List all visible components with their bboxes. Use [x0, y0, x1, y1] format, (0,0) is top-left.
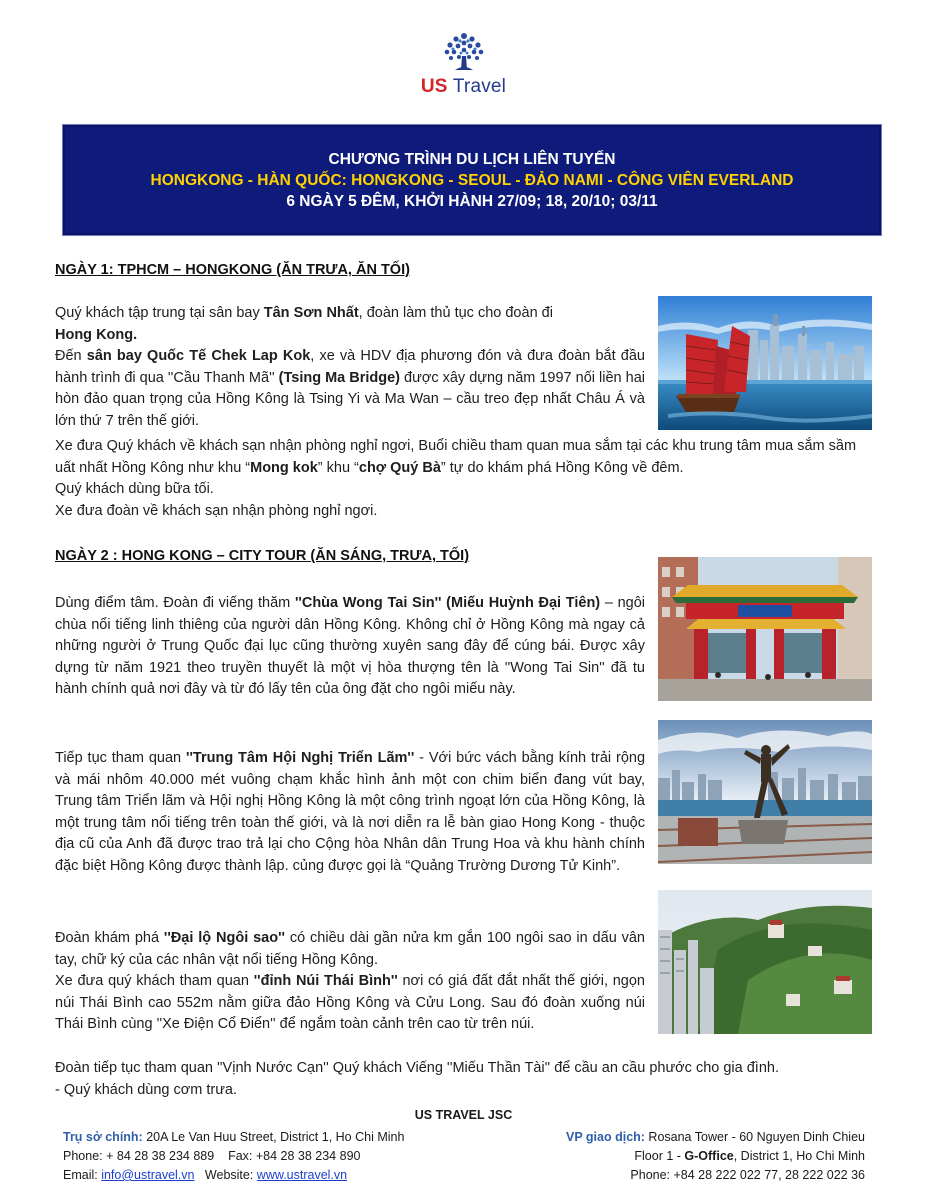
- hongkong-junk-boat-photo: [658, 296, 872, 430]
- banner-schedule: 6 NGÀY 5 ĐÊM, KHỞI HÀNH 27/09; 18, 20/10; 03/11: [286, 193, 658, 210]
- wong-tai-sin-temple-photo: [658, 557, 872, 701]
- day1-heading: NGÀY 1: TPHCM – HONGKONG (ĂN TRƯA, ĂN TỐI): [55, 262, 410, 278]
- footer-headquarters: [63, 1128, 404, 1185]
- victoria-peak-photo: [658, 890, 872, 1034]
- day2-paragraph-4: Xe đưa quý khách tham quan ''đỉnh Núi Thái Bình'' nơi có giá đất đắt nhất thế giới, ngọn núi Thái Bình cao 552m nằm giữa đảo Hồng Kông và Cửu Long. Sau đó đoàn xuống núi Thái Bình cùng ''Xe Điện Cổ Điển'' để ngắm toàn cảnh trên cao từ trên núi.: [55, 973, 645, 1032]
- banner-route: HONGKONG - HÀN QUỐC: HONGKONG - SEOUL - ĐẢO NAMI - CÔNG VIÊN EVERLAND: [150, 172, 794, 189]
- day2-wong-tai-sin-text: [55, 593, 645, 701]
- office-floor-line: Floor 1 - G-Office, District 1, Ho Chi Minh: [634, 1149, 865, 1163]
- email-link[interactable]: info@ustravel.vn: [101, 1168, 195, 1182]
- banner-title: CHƯƠNG TRÌNH DU LỊCH LIÊN TUYẾN: [328, 151, 616, 168]
- day1-paragraph-3: Xe đưa Quý khách về khách sạn nhận phòng nghỉ ngơi, Buổi chiều tham quan mua sắm tại các khu trung tâm mua sắm sầm uất nhất Hồng Kông như khu “Mong kok” khu “chợ Quý Bà” tự do khám phá Hồng Kông về đêm.: [55, 438, 857, 476]
- program-title-banner: [62, 124, 882, 236]
- day1-continued-text: [55, 436, 875, 522]
- day2-paragraph-6: - Quý khách dùng cơm trưa.: [55, 1081, 238, 1098]
- day1-paragraph-1: Quý khách tập trung tại sân bay Tân Sơn Nhất, đoàn làm thủ tục cho đoàn đi Hong Kong.: [55, 305, 553, 343]
- hq-address-line: Trụ sở chính: 20A Le Van Huu Street, District 1, Ho Chi Minh: [63, 1130, 405, 1144]
- day1-paragraph-5: Xe đưa đoàn về khách sạn nhận phòng nghỉ ngơi.: [55, 502, 378, 519]
- company-logo: [0, 30, 927, 102]
- day2-exhibition-text: [55, 748, 645, 877]
- footer-company-name: US TRAVEL JSC: [414, 1108, 513, 1122]
- day2-heading: NGÀY 2 : HONG KONG – CITY TOUR (ĂN SÁNG, TRƯA, TỐI): [55, 548, 470, 564]
- day2-avenue-peak-text: [55, 928, 645, 1036]
- tree-people-logo-icon: [441, 30, 487, 74]
- hq-contact-line: Email: info@ustravel.vn Website: www.ustravel.vn: [63, 1168, 348, 1182]
- day2-paragraph-5: Đoàn tiếp tục tham quan ''Vịnh Nước Cạn'' Quý khách Viếng ''Miếu Thần Tài'' để cầu an cầu phước cho gia đình.: [55, 1060, 779, 1076]
- hq-phone-line: Phone: + 84 28 38 234 889 Fax: +84 28 38 234 890: [63, 1149, 361, 1163]
- day1-paragraph-2: Đến sân bay Quốc Tế Chek Lap Kok, xe và HDV địa phương đón và đưa đoàn bắt đầu hành trình đi qua ''Cầu Thanh Mã'' (Tsing Ma Bridge) được xây dựng năm 1997 nối liền hai hòn đảo quan trọng của Hồng Kông là Tsing Yi và Ma Wan – cầu treo đẹp nhất Châu Á và lớn thứ 7 trên thế giới.: [55, 348, 645, 429]
- office-phone-line: Phone: +84 28 222 022 77, 28 222 022 36: [630, 1168, 865, 1182]
- office-address-line: VP giao dịch: Rosana Tower - 60 Nguyen Dinh Chieu: [566, 1130, 865, 1144]
- day2-paragraph-1: Dùng điểm tâm. Đoàn đi viếng thăm ''Chùa Wong Tai Sin'' (Miếu Huỳnh Đại Tiên) – ngôi chùa nổi tiếng linh thiêng của người dân Hồng Kông. Không chỉ ở Hồng Kông mà ngay cả những người ở Trung Quốc đại lục cũng thường xuyên sang đây để cúng bái. Được xây dựng từ năm 1921 theo truyền thuyết là một vị hòa thượng tên là ''Wong Tai Sin'' đã tu hành chính quả nơi đây và từ đó lấy tên của ông đặt cho ngôi miếu này.: [55, 595, 645, 697]
- day2-continued-text: [55, 1058, 875, 1101]
- bruce-lee-statue-harbour-photo: [658, 720, 872, 864]
- day1-paragraph-4: Quý khách dùng bữa tối.: [55, 481, 214, 497]
- day1-intro-text: [55, 303, 645, 432]
- footer-office: [566, 1128, 865, 1185]
- logo-wordmark: US Travel: [420, 76, 507, 97]
- day2-paragraph-3: Đoàn khám phá ''Đại lộ Ngôi sao'' có chiều dài gần nửa km gắn 100 ngôi sao in dấu vân tay, chữ ký của các nhân vật nổi tiếng Hồng Kông.: [55, 930, 646, 968]
- day2-paragraph-2: Tiếp tục tham quan ''Trung Tâm Hội Nghị Triển Lãm'' - Với bức vách bằng kính trải rộng và mái nhôm 40.000 mét vuông chạm khắc hình ảnh một con chim biển đang vút bay, Trung tâm Triển lãm và Hội nghị Hồng Kông là một công trình ngoạt lớn của Hồng Kông, là một trung tâm nổi tiếng trên toàn thế giới, và là nơi diễn ra lễ bàn giao Hong Kong - thuộc địa cũ của Anh đã được trao trả lại cho Cộng hòa Nhân dân Trung Hoa và khu hành chính đặc biệt Hồng Kông được thành lập. củng được gọi là “Quảng Trường Dương Tử Kinh”.: [55, 750, 646, 874]
- website-link[interactable]: www.ustravel.vn: [256, 1168, 348, 1182]
